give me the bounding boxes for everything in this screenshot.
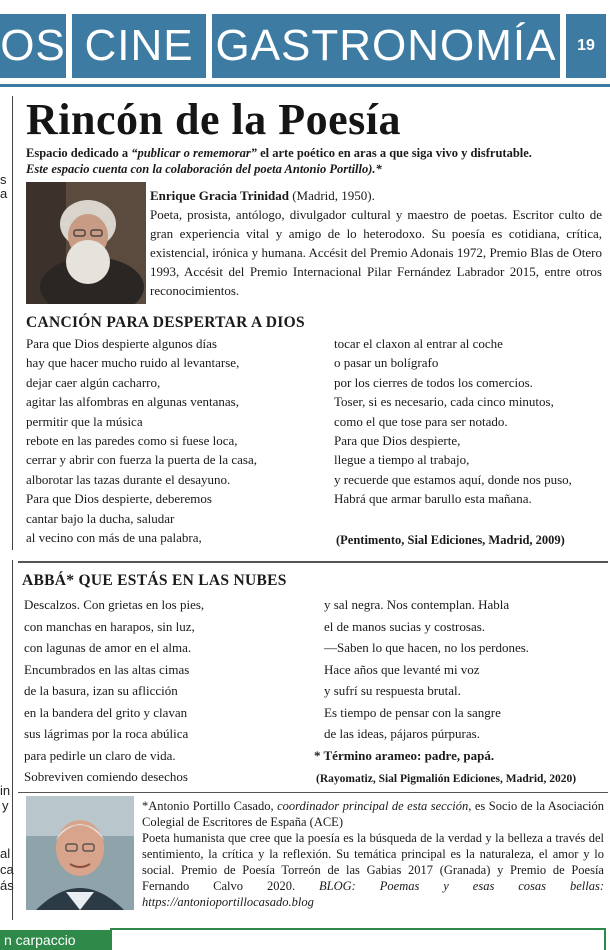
poem-line: dejar caer algún cacharro, xyxy=(26,374,161,390)
poem-source: (Rayomatiz, Sial Pigmalión Ediciones, Madrid, 2020) xyxy=(316,773,577,785)
coordinator-name: *Antonio Portillo Casado, xyxy=(142,799,278,813)
poem-line: al vecino con más de una palabra, xyxy=(26,530,202,546)
intro-text: Espacio dedicado a xyxy=(26,146,132,160)
poem-column-right xyxy=(334,334,572,509)
page-number: 19 xyxy=(566,14,606,78)
tab-prev-section[interactable]: OS xyxy=(0,14,66,78)
poem-line: tocar el claxon al entrar al coche xyxy=(334,336,503,351)
poem-line: y recuerde que estamos aquí, donde nos puso, xyxy=(334,471,572,487)
poem-column-left xyxy=(26,334,257,547)
coordinator-membership: , es Socio de la Asociación Colegial de Escritores de España (ACE) xyxy=(142,799,605,829)
poem-line: para pedirle un claro de vida. xyxy=(24,747,176,763)
poem-line: por los cierres de todos los comercios. xyxy=(334,374,533,390)
poem-line: con lagunas de amor en el alma. xyxy=(24,640,192,655)
poem-footnote: * Término arameo: padre, papá. xyxy=(314,748,495,763)
section-divider xyxy=(18,561,608,563)
intro-collaboration: Este espacio cuenta con la colaboración del poeta Antonio Portillo).* xyxy=(26,162,382,176)
header-rule xyxy=(0,84,610,87)
poem-line: de la basura, izan su aflicción xyxy=(24,683,178,698)
poem-line: —Saben lo que hacen, no los perdones. xyxy=(324,640,530,655)
poem-line: de las ideas, pájaros púrpuras. xyxy=(324,726,480,741)
poem-line: permitir que la música xyxy=(26,413,143,429)
poem-line: Para que Dios despierte, xyxy=(334,433,461,449)
poem-line: sus lágrimas por la roca abúlica xyxy=(24,726,189,741)
margin-fragment: al xyxy=(0,846,11,861)
poem-line: Para que Dios despierte, deberemos xyxy=(26,491,212,507)
poem-line: rebote en las paredes como si fuese loca, xyxy=(26,433,238,449)
poem-line: con manchas en harapos, sin luz, xyxy=(24,618,195,634)
tab-gastronomia[interactable]: GASTRONOMÍA xyxy=(212,14,560,78)
poem-line: alborotar las tazas durante el desayuno. xyxy=(26,471,231,487)
poem-line: agitar las alfombras en algunas ventanas, xyxy=(26,394,239,410)
portrait-illustration xyxy=(26,796,134,910)
intro-text-end: el arte poético en aras a que siga vivo y disfrutable. xyxy=(256,146,532,160)
section-intro xyxy=(26,145,606,177)
poem-line: llegue a tiempo al trabajo, xyxy=(334,452,470,468)
next-article-tag[interactable]: n carpaccio xyxy=(0,930,110,950)
tab-cine[interactable]: CINE xyxy=(72,14,206,78)
poem-column-right xyxy=(324,594,529,745)
poem-line: hay que hacer mucho ruido al levantarse, xyxy=(26,355,240,371)
intro-quote: “publicar o rememorar” xyxy=(131,146,257,160)
author-photo xyxy=(26,182,146,304)
margin-fragment: ca xyxy=(0,862,14,877)
author-bio xyxy=(150,186,602,300)
author-origin: (Madrid, 1950). xyxy=(288,188,375,203)
poem-source: (Pentimento, Sial Ediciones, Madrid, 2009) xyxy=(336,533,565,547)
poem-line: en la bandera del grito y clavan xyxy=(24,704,188,720)
coordinator-description: Poeta humanista que cree que la poesía es la búsqueda de la verdad y la belleza a través del sentimiento, la crítica y la reflexión. Su temática principal es la naturaleza, el amor y lo social. Premio de Poesía Torreón de las Gabias 2017 (Granada) y Premio de Poesía Fernando Calvo 2020. xyxy=(142,831,604,893)
poem-title: ABBÁ* QUE ESTÁS EN LAS NUBES xyxy=(22,572,287,589)
coordinator-photo xyxy=(26,796,134,910)
poem-line: y sufrí su respuesta brutal. xyxy=(324,683,461,698)
poem-line: Sobreviven comiendo desechos xyxy=(24,769,188,784)
coordinator-blog-link[interactable]: BLOG: Poemas y esas cosas bellas: https://antonioportillocasado.blog xyxy=(142,879,604,909)
poem-line: Encumbrados en las altas cimas xyxy=(24,661,190,677)
margin-fragment: s xyxy=(0,172,7,187)
margin-fragment: in xyxy=(0,783,11,798)
margin-fragment: ás xyxy=(0,878,14,893)
coordinator-bio xyxy=(142,798,604,910)
margin-fragment: a xyxy=(0,186,8,201)
poem-line: Toser, si es necesario, cada cinco minutos, xyxy=(334,394,554,410)
portrait-illustration xyxy=(26,182,146,304)
poem-line: el de manos sucias y costrosas. xyxy=(324,618,486,634)
poem-column-left xyxy=(24,594,204,788)
poem-line: y sal negra. Nos contemplan. Habla xyxy=(324,597,510,612)
page-title: Rincón de la Poesía xyxy=(26,95,401,144)
poem-line: como el que tose para ser notado. xyxy=(334,413,508,429)
poem-line: o pasar un bolígrafo xyxy=(334,355,439,371)
poem-line: Para que Dios despierte algunos días xyxy=(26,336,217,351)
author-bio-text: Poeta, prosista, antólogo, divulgador cultural y maestro de poetas. Escritor culto de gran experiencia vital y amigo de lo heterodoxo. Su poesía es cotidiana, crítica, existencial, irónica y humana. Accésit del Premio Adonais 1972, Premio Blas de Otero 1993, Accésit del Premio Internacional Pilar Fernández Labrador 2015, entre otros reconocimientos. xyxy=(150,207,602,298)
column-divider xyxy=(12,96,13,550)
poem-line: cantar bajo la ducha, saludar xyxy=(26,510,175,526)
poem-title: CANCIÓN PARA DESPERTAR A DIOS xyxy=(26,314,305,331)
next-article-frame xyxy=(110,928,606,950)
margin-fragment: y xyxy=(2,798,9,813)
author-name: Enrique Gracia Trinidad xyxy=(150,188,289,203)
poem-line: Hace años que levanté mi voz xyxy=(324,661,480,677)
poem-line: Es tiempo de pensar con la sangre xyxy=(324,704,501,720)
section-header xyxy=(0,0,610,90)
coordinator-role: coordinador principal de esta sección xyxy=(277,799,469,813)
poem-line: Habrá que armar barullo esta mañana. xyxy=(334,491,532,507)
section-divider xyxy=(18,792,608,793)
poem-line: cerrar y abrir con fuerza la puerta de la casa, xyxy=(26,452,257,468)
poem-line: Descalzos. Con grietas en los pies, xyxy=(24,597,205,612)
